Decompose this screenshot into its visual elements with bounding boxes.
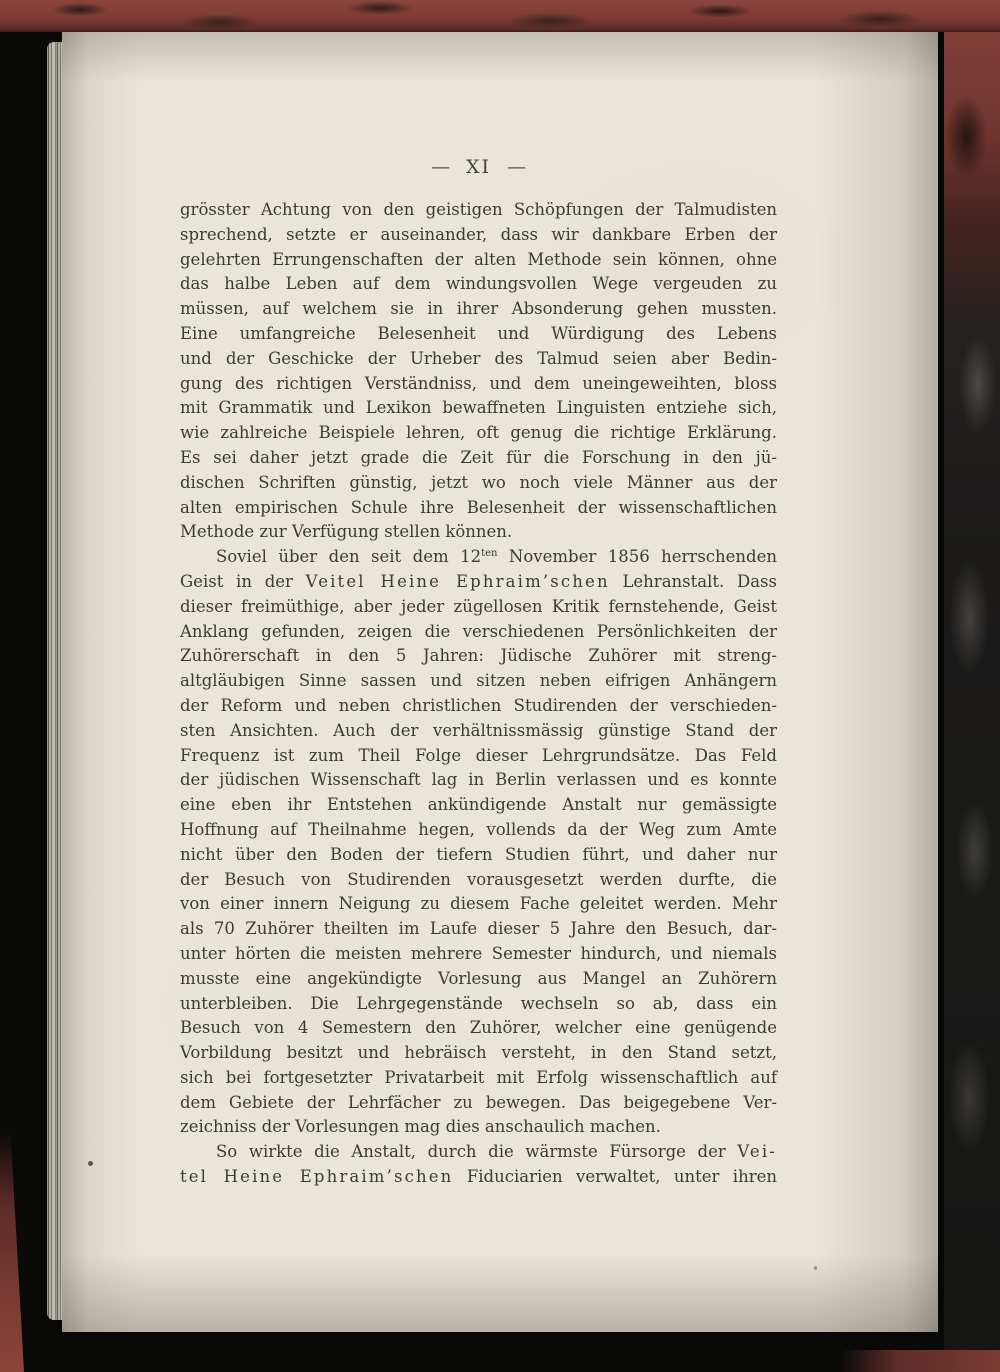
letterspaced-text: Veitel Heine Ephraim’schen [305, 571, 610, 591]
text-segment: Es sei daher jetzt grade die Zeit für die Forschung in den jü- [180, 447, 777, 467]
text-line [180, 694, 777, 719]
book-cover-right-edge [944, 0, 1000, 1372]
text-line [180, 297, 777, 322]
text-line [180, 719, 777, 744]
text-line [180, 1140, 777, 1165]
text-line [180, 942, 777, 967]
text-line [180, 520, 777, 545]
text-segment: Soviel über den seit dem 12 [216, 547, 482, 567]
text-segment: eine eben ihr Entstehen ankündigende Anstalt nur gemässigte [180, 795, 777, 815]
text-segment: als 70 Zuhörer theilten im Laufe dieser 5 Jahre den Besuch, dar- [180, 919, 777, 939]
text-segment: müssen, auf welchem sie in ihrer Absonderung gehen mussten. [180, 299, 777, 319]
text-segment: Hoffnung auf Theilnahme hegen, vollends da der Weg zum Amte [180, 819, 777, 839]
scan-speck [88, 1161, 93, 1166]
paper-page [62, 30, 938, 1332]
text-segment: alten empirischen Schule ihre Belesenheit der wissenschaftlichen [180, 497, 777, 517]
text-segment: Fiduciarien verwaltet, unter ihren [453, 1167, 777, 1187]
text-line [180, 372, 777, 397]
text-segment: dem Gebiete der Lehrfächer zu bewegen. Das beigegebene Ver- [180, 1092, 777, 1112]
text-line [180, 744, 777, 769]
text-segment: Anklang gefunden, zeigen die verschiedenen Persönlichkeiten der [180, 621, 777, 641]
book-cover-top-edge [0, 0, 1000, 32]
text-line [180, 843, 777, 868]
text-line [180, 347, 777, 372]
text-segment: Besuch von 4 Semestern den Zuhörer, welcher eine genügende [180, 1018, 777, 1038]
folio-number: XI [465, 156, 492, 178]
text-line [180, 248, 777, 273]
text-line [180, 223, 777, 248]
text-segment: grösster Achtung von den geistigen Schöpfungen der Talmudisten [180, 200, 777, 219]
text-segment: der jüdischen Wissenschaft lag in Berlin verlassen und es konnte [180, 770, 777, 790]
text-line [180, 644, 777, 669]
text-line [180, 272, 777, 297]
text-segment: dischen Schriften günstig, jetzt wo noch viele Männer aus der [180, 472, 777, 492]
text-segment: Eine umfangreiche Belesenheit und Würdigung des Lebens [180, 323, 777, 343]
text-line [180, 818, 777, 843]
text-segment: Geist in der [180, 571, 306, 591]
text-line [180, 1016, 777, 1041]
scan-speck [814, 1266, 817, 1270]
page-number [180, 156, 777, 178]
book-spine-left [0, 1132, 30, 1372]
text-line [180, 471, 777, 496]
page-edges [47, 42, 62, 1320]
text-line [180, 421, 777, 446]
text-segment: Zuhörerschaft in den 5 Jahren: Jüdische Zuhörer mit streng- [180, 646, 777, 666]
header-dash-right: — [507, 156, 527, 178]
book-cover-bottom-edge [840, 1350, 1000, 1372]
text-line [180, 1165, 777, 1190]
text-segment: Frequenz ist zum Theil Folge dieser Lehrgrundsätze. Das Feld [180, 745, 777, 765]
text-line [180, 198, 777, 223]
text-segment: wie zahlreiche Beispiele lehren, oft genug die richtige Erklärung. [180, 423, 777, 443]
text-segment: zeichniss der Vorlesungen mag dies anschaulich machen. [180, 1117, 661, 1137]
text-segment: gelehrten Errungenschaften der alten Methode sein können, ohne [180, 249, 777, 269]
letterspaced-text: tel Heine Ephraim’schen [180, 1167, 454, 1187]
text-segment: gung des richtigen Verständniss, und dem uneingeweihten, bloss [180, 373, 777, 393]
text-segment: unter hörten die meisten mehrere Semester hindurch, und niemals [180, 943, 777, 963]
text-line [180, 396, 777, 421]
text-line [180, 595, 777, 620]
superscript-text: ten [481, 548, 498, 560]
text-line [180, 1115, 777, 1140]
text-segment: November 1856 herrschenden [497, 547, 777, 567]
text-segment: dieser freimüthige, aber jeder zügellosen Kritik fernstehende, Geist [180, 596, 777, 616]
text-segment: von einer innern Neigung zu diesem Fache geleitet werden. Mehr [180, 894, 777, 914]
header-dash-left: — [430, 156, 450, 178]
text-line [180, 892, 777, 917]
text-segment: Vorbildung besitzt und hebräisch versteht, in den Stand setzt, [180, 1043, 777, 1063]
text-line [180, 322, 777, 347]
text-segment: der Reform und neben christlichen Studirenden der verschieden- [180, 695, 777, 715]
text-line [180, 1041, 777, 1066]
text-line [180, 496, 777, 521]
text-line [180, 992, 777, 1017]
text-segment: altgläubigen Sinne sassen und sitzen neben eifrigen Anhängern [180, 671, 777, 691]
text-segment: sich bei fortgesetzter Privatarbeit mit Erfolg wissenschaftlich auf [180, 1067, 777, 1087]
text-segment: und der Geschicke der Urheber des Talmud seien aber Bedin- [180, 348, 777, 368]
text-line [180, 545, 777, 570]
text-segment: sten Ansichten. Auch der verhältnissmässig günstige Stand der [180, 720, 777, 740]
text-line [180, 669, 777, 694]
text-line [180, 768, 777, 793]
text-segment: sprechend, setzte er auseinander, dass wir dankbare Erben der [180, 224, 777, 244]
text-line [180, 1091, 777, 1116]
text-line [180, 446, 777, 471]
text-line [180, 967, 777, 992]
text-segment: der Besuch von Studirenden vorausgesetzt werden durfte, die [180, 869, 777, 889]
text-line [180, 917, 777, 942]
text-segment: mit Grammatik und Lexikon bewaffneten Linguisten entziehe sich, [180, 398, 777, 418]
text-line [180, 793, 777, 818]
letterspaced-text: Vei- [737, 1142, 777, 1162]
text-segment: musste eine angekündigte Vorlesung aus Mangel an Zuhörern [180, 968, 777, 988]
text-line [180, 620, 777, 645]
text-segment: nicht über den Boden der tiefern Studien führt, und daher nur [180, 844, 777, 864]
text-line [180, 1066, 777, 1091]
text-line [180, 868, 777, 893]
text-segment: das halbe Leben auf dem windungsvollen Wege vergeuden zu [180, 274, 777, 294]
text-line [180, 570, 777, 595]
text-segment: So wirkte die Anstalt, durch die wärmste Fürsorge der [216, 1142, 738, 1162]
text-segment: Methode zur Verfügung stellen können. [180, 522, 513, 542]
text-segment: unterbleiben. Die Lehrgegenstände wechseln so ab, dass ein [180, 993, 777, 1013]
body-text [180, 198, 777, 1190]
text-segment: Lehranstalt. Dass [609, 571, 777, 591]
